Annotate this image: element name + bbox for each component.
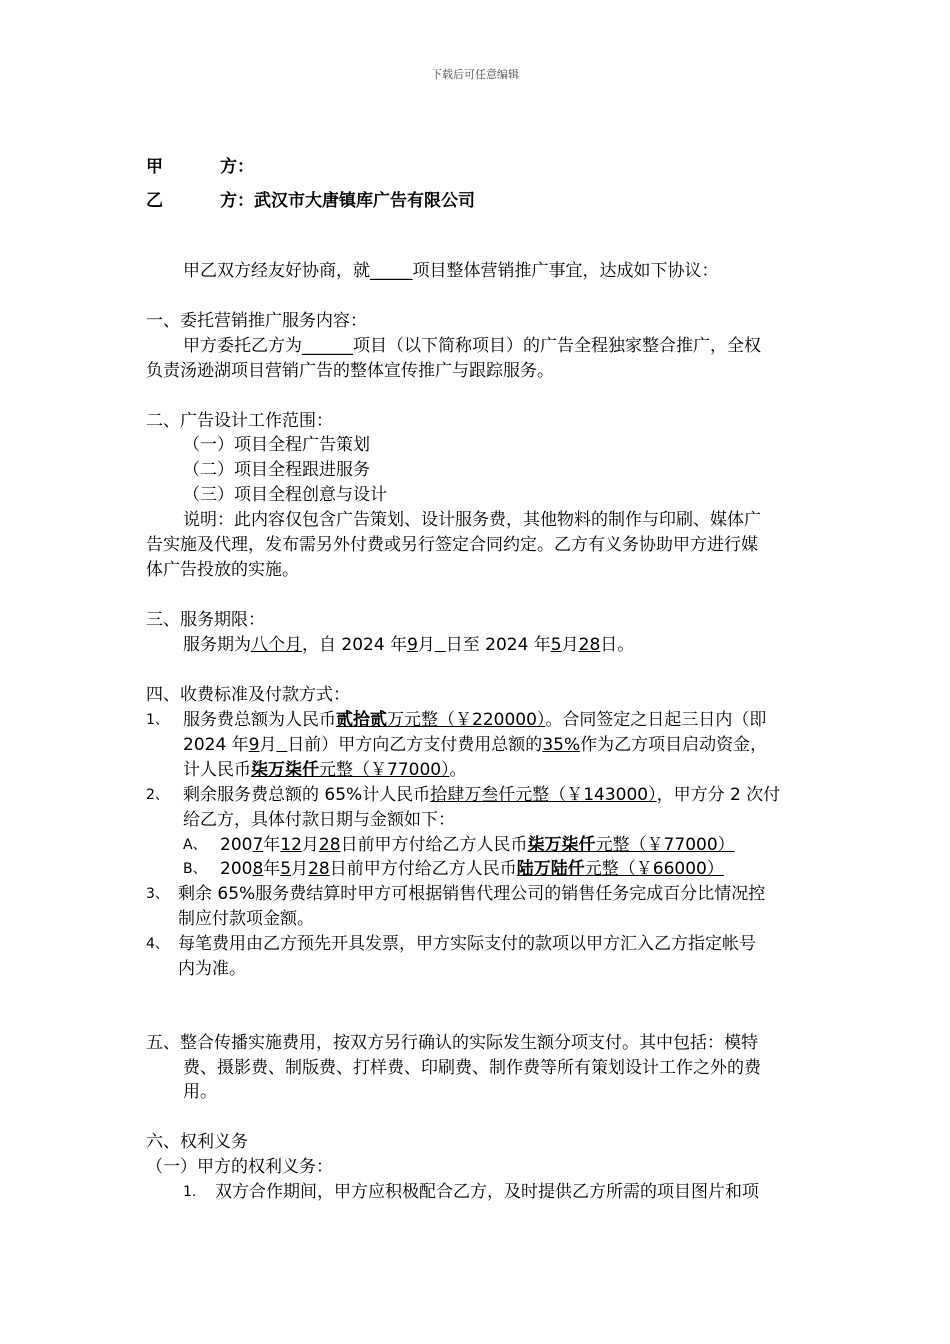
payment-item-2-number: 2、: [146, 787, 169, 803]
payment-item-4-number: 4、: [146, 936, 169, 952]
payment-item-1-line-2: 2024 年9月 日前）甲方向乙方支付费用总额的35%作为乙方项目启动资金，: [183, 735, 768, 755]
payment-item-3-line-1: 剩余 65%服务费结算时甲方可根据销售代理公司的销售任务完成百分比情况控: [178, 884, 766, 904]
payment-item-2-line-1: 剩余服务费总额的 65%计人民币拾肆万叁仟元整（￥143000），甲方分 2 次付: [183, 785, 781, 805]
section-1-title: 一、委托营销推广服务内容：: [146, 311, 367, 331]
scope-note-line-1: 说明：此内容仅包含广告策划、设计服务费，其他物料的制作与印刷、媒体广: [183, 510, 761, 530]
payment-item-3-line-2: 制应付款项金额。: [178, 909, 314, 929]
party-b-label: 乙: [146, 191, 163, 211]
section-1-line-2: 负责汤逊湖项目营销广告的整体宣传推广与跟踪服务。: [146, 361, 554, 381]
installment-b-label: B、: [183, 861, 207, 877]
page-header: 下载后可任意编辑: [431, 68, 519, 81]
payment-item-2-line-2: 给乙方，具体付款日期与金额如下：: [183, 810, 455, 830]
scope-item-2: （二）项目全程跟进服务: [183, 460, 370, 480]
payment-item-3-number: 3、: [146, 886, 169, 902]
section-6-subtitle: （一）甲方的权利义务：: [146, 1157, 333, 1177]
scope-note-line-2: 告实施及代理，发布需另外付费或另行签定合同约定。乙方有义务协助甲方进行媒: [146, 535, 758, 555]
scope-item-1: （一）项目全程广告策划: [183, 435, 370, 455]
section-4-title: 四、收费标准及付款方式：: [146, 685, 350, 705]
payment-item-1-number: 1、: [146, 712, 169, 728]
scope-note-line-3: 体广告投放的实施。: [146, 560, 299, 580]
section-6-title: 六、权利义务: [146, 1132, 248, 1152]
section-5-line-3: 用。: [183, 1082, 217, 1102]
scope-item-3: （三）项目全程创意与设计: [183, 485, 387, 505]
installment-a-line: 2007年12月28日前甲方付给乙方人民币柒万柒仟元整（￥77000）: [220, 835, 735, 855]
payment-item-1-line-1: 服务费总额为人民币贰拾贰万元整（￥220000）。合同签定之日起三日内（即: [183, 710, 767, 730]
section-5-line-2: 费、摄影费、制版费、打样费、印刷费、制作费等所有策划设计工作之外的费: [183, 1058, 761, 1078]
section-2-title: 二、广告设计工作范围：: [146, 411, 333, 431]
party-a-label: 甲: [146, 157, 163, 177]
obligation-1-number: 1.: [183, 1184, 197, 1200]
payment-item-4-line-2: 内为准。: [178, 959, 246, 979]
party-b-value: 武汉市大唐镇库广告有限公司: [254, 191, 475, 211]
installment-a-label: A、: [183, 837, 207, 853]
payment-item-4-line-1: 每笔费用由乙方预先开具发票，甲方实际支付的款项以甲方汇入乙方指定帐号: [178, 934, 756, 954]
obligation-1-line-1: 双方合作期间，甲方应积极配合乙方，及时提供乙方所需的项目图片和项: [215, 1182, 759, 1202]
payment-item-1-line-3: 计人民币柒万柒仟元整（￥77000）。: [183, 760, 467, 780]
installment-b-line: 2008年5月28日前甲方付给乙方人民币陆万陆仟元整（￥66000）: [220, 859, 724, 879]
section-3-title: 三、服务期限：: [146, 610, 265, 630]
party-b-line: 方：武汉市大唐镇库广告有限公司: [220, 191, 475, 211]
section-1-line-1: 甲方委托乙方为______项目（以下简称项目）的广告全程独家整合推广，全权: [183, 336, 761, 356]
service-period-line: 服务期为八个月，自 2024 年9月 日至 2024 年5月28日。: [183, 635, 635, 655]
intro-paragraph: 甲乙双方经友好协商，就_____项目整体营销推广事宜，达成如下协议：: [183, 261, 719, 281]
party-a-colon: 方：: [220, 157, 254, 177]
section-5-line-1: 五、整合传播实施费用，按双方另行确认的实际发生额分项支付。其中包括：模特: [146, 1033, 758, 1053]
